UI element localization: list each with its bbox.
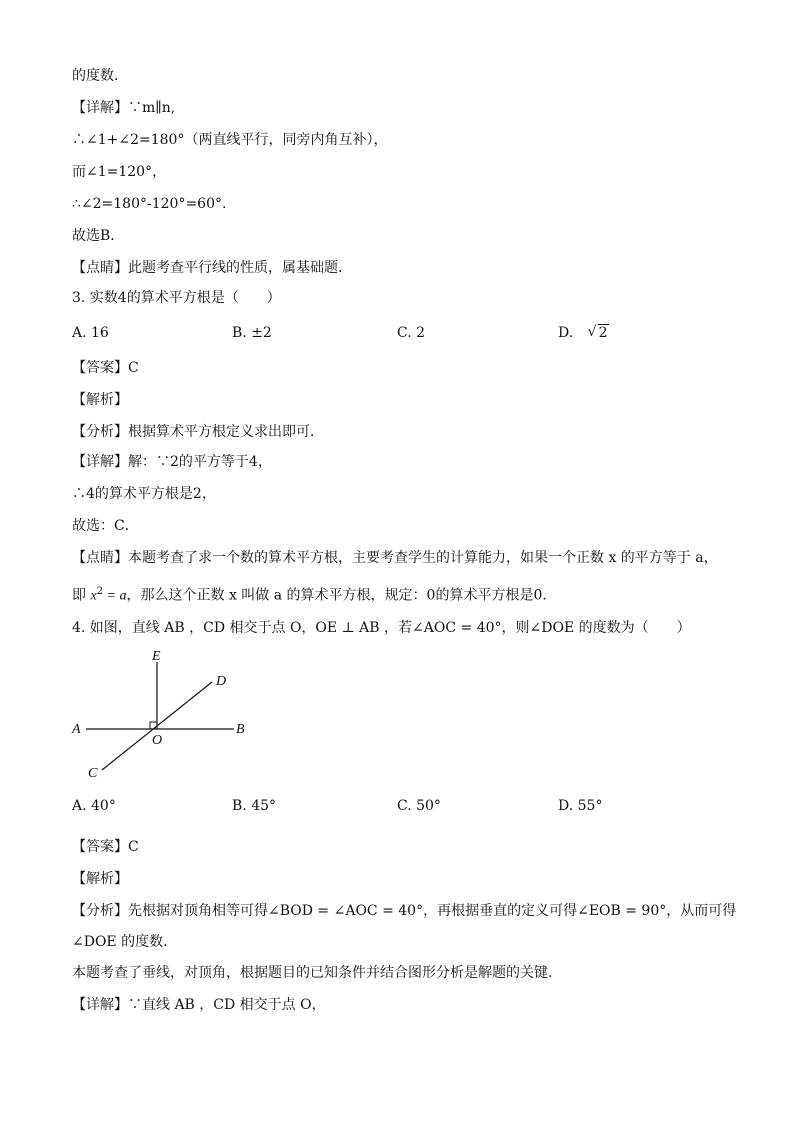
q3-dianjing-line-2 xyxy=(72,582,556,607)
question-3-stem: 3. 实数4的算术平方根是（ ） xyxy=(72,290,281,306)
q4-option-a: A. 40° xyxy=(72,798,116,814)
label-a: A xyxy=(72,722,81,737)
q3-dianjing-line-1: 【点睛】本题考查了求一个数的算术平方根，主要考查学生的计算能力，如果一个正数 x 的平方等于 a， xyxy=(72,550,718,566)
label-c: C xyxy=(88,766,98,781)
q3-option-d-label: D. xyxy=(558,325,574,341)
q4-fenxi-line-2: ∠DOE 的度数． xyxy=(72,934,178,950)
label-e: E xyxy=(152,649,161,664)
text-line: 而∠1=120°， xyxy=(72,164,167,180)
q3-dianjing-suffix: ，那么这个正数 x 叫做 a 的算术平方根，规定：0的算术平方根是0． xyxy=(126,587,557,604)
text-line: 故选B． xyxy=(72,228,125,244)
q4-jiexi: 【解析】 xyxy=(72,871,128,887)
text-line: ∴∠2=180°-120°=60°. xyxy=(72,196,227,212)
q3-xiangjie: 【详解】解：∵2的平方等于4， xyxy=(72,454,272,470)
sqrt-symbol: √ 2 xyxy=(587,324,608,341)
q3-option-c: C. 2 xyxy=(397,325,426,341)
formula-x: x xyxy=(90,588,97,604)
q4-answer: 【答案】C xyxy=(72,839,139,855)
label-o: O xyxy=(152,733,163,748)
q4-xiangjie: 【详解】∵直线 AB ，CD 相交于点 O， xyxy=(72,997,326,1013)
q3-step-1: ∴4的算术平方根是2， xyxy=(72,486,216,502)
text-line: 的度数． xyxy=(72,68,128,84)
q3-answer: 【答案】C xyxy=(72,360,139,376)
q3-dianjing-prefix: 即 xyxy=(72,587,91,604)
q4-option-b: B. 45° xyxy=(232,798,277,814)
label-b: B xyxy=(236,722,245,737)
q3-jiexi: 【解析】 xyxy=(72,392,128,408)
q3-option-b: B. ±2 xyxy=(232,325,272,341)
q3-step-2: 故选：C． xyxy=(72,518,139,534)
q3-option-d xyxy=(558,323,609,343)
q3-option-d-radicand: 2 xyxy=(598,325,608,341)
text-line: ∴∠1+∠2=180°（两直线平行，同旁内角互补）， xyxy=(72,132,388,148)
question-4-stem: 4. 如图，直线 AB ，CD 相交于点 O，OE ⊥ AB ，若∠AOC = 40°，则∠DOE 的度数为（ ） xyxy=(72,620,691,636)
q4-fenxi-line-1: 【分析】先根据对顶角相等可得∠BOD = ∠AOC = 40°，再根据垂直的定义可得∠EOB = 90°，从而可得 xyxy=(72,903,737,919)
q4-option-d: D. 55° xyxy=(558,798,603,814)
right-angle-mark xyxy=(150,722,157,729)
geometry-figure xyxy=(66,646,256,786)
text-line: 【详解】∵m∥n, xyxy=(72,100,176,116)
q3-option-a: A. 16 xyxy=(72,325,109,341)
formula-rest: = a xyxy=(103,588,127,604)
text-line: 【点睛】此题考查平行线的性质，属基础题． xyxy=(72,260,352,276)
q3-fenxi: 【分析】根据算术平方根定义求出即可． xyxy=(72,424,324,440)
q4-option-c: C. 50° xyxy=(397,798,441,814)
label-d: D xyxy=(216,674,227,689)
q4-summary: 本题考查了垂线，对顶角，根据题目的已知条件并结合图形分析是解题的关键． xyxy=(72,965,562,981)
formula-exponent: 2 xyxy=(96,586,104,597)
